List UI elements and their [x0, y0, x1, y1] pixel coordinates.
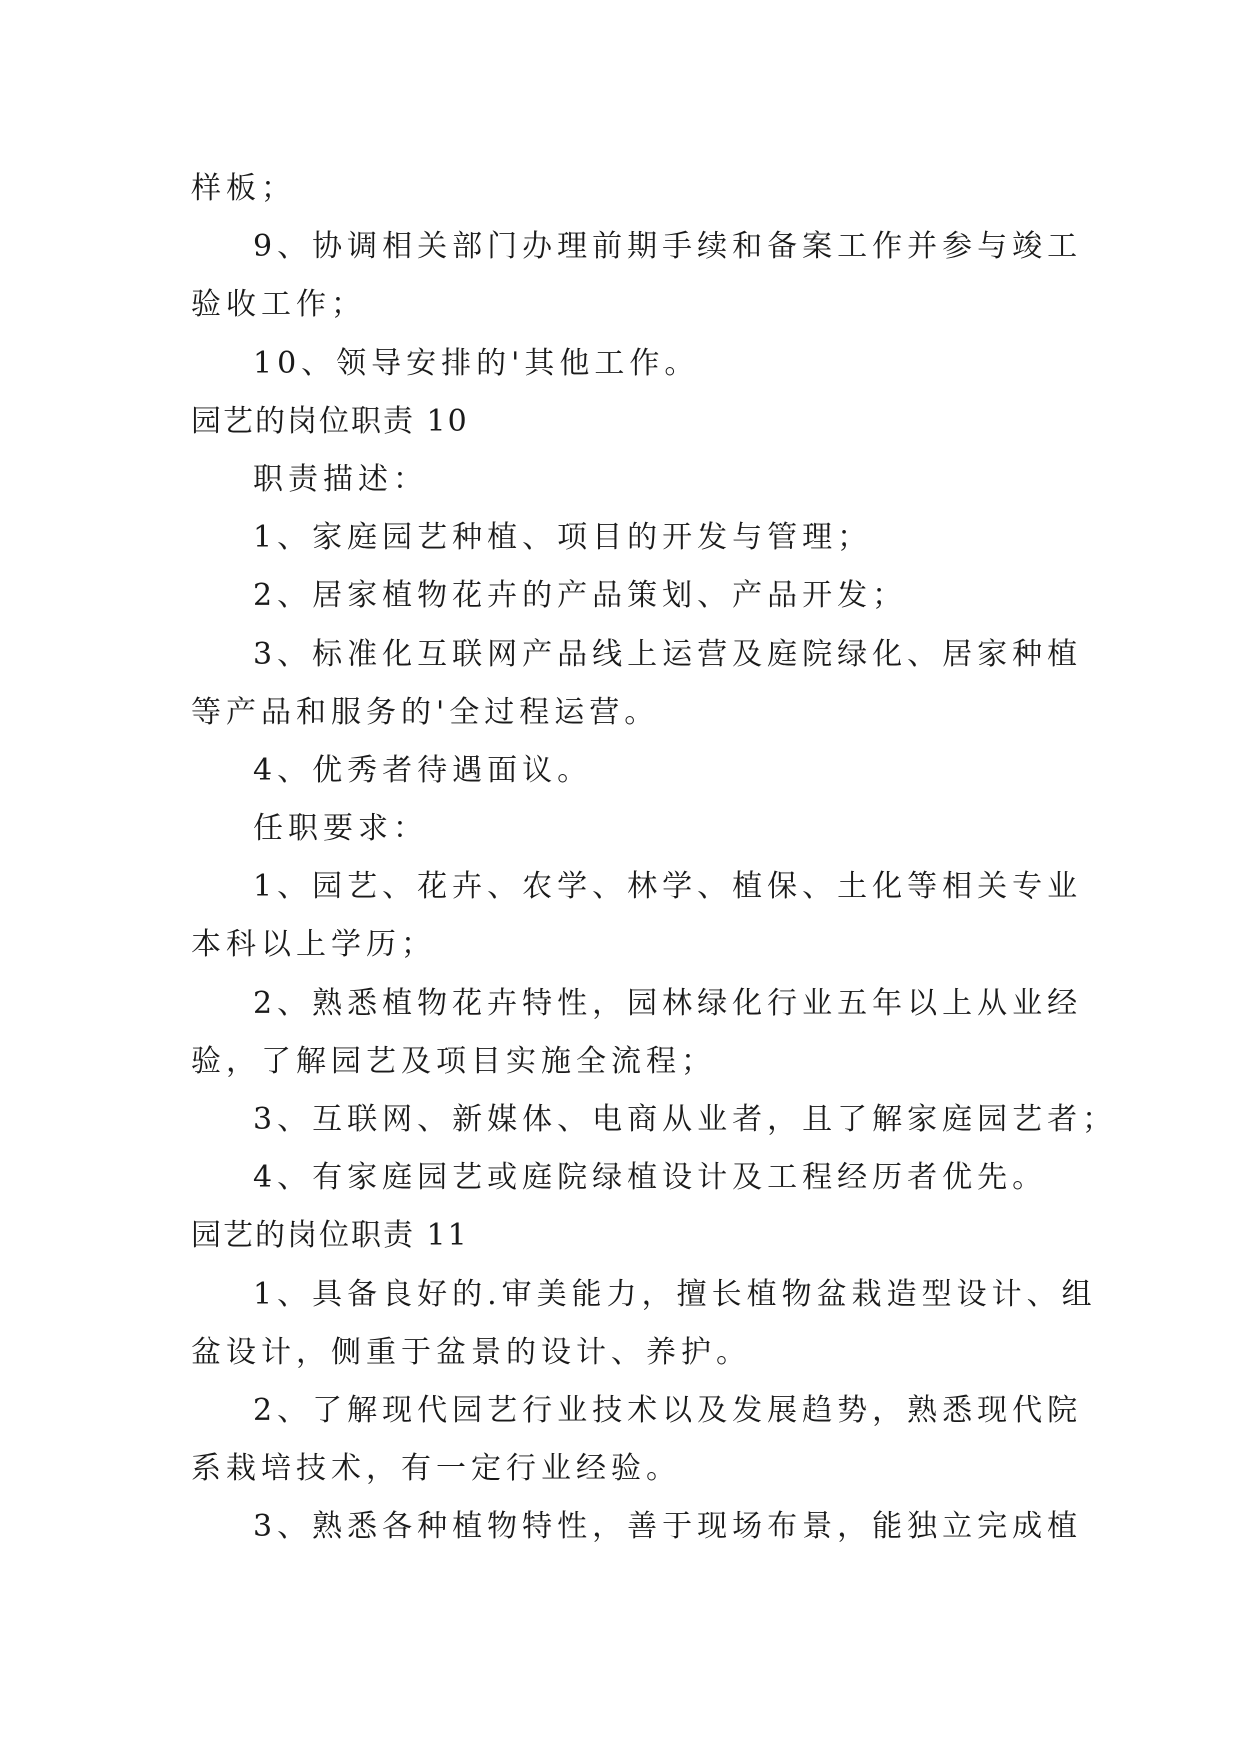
text-line: 2、熟悉植物花卉特性，园林绿化行业五年以上从业经 — [253, 985, 1083, 1021]
text-line: 等产品和服务的'全过程运营。 — [191, 694, 660, 730]
text-line: 2、居家植物花卉的产品策划、产品开发； — [253, 578, 908, 614]
text-line: 10、领导安排的'其他工作。 — [253, 345, 700, 381]
text-line: 1、具备良好的.审美能力，擅长植物盆栽造型设计、组 — [253, 1276, 1097, 1312]
text-line: 3、互联网、新媒体、电商从业者，且了解家庭园艺者； — [253, 1102, 1118, 1137]
text-line: 3、熟悉各种植物特性，善于现场布景，能独立完成植 — [253, 1509, 1083, 1545]
section-heading: 园艺的岗位职责 10 — [191, 403, 469, 439]
text-line: 验，了解园艺及项目实施全流程； — [191, 1043, 716, 1079]
text-line: 验收工作； — [191, 287, 366, 323]
document-body — [191, 160, 1118, 1557]
text-line: 4、优秀者待遇面议。 — [253, 752, 593, 788]
text-line: 样板； — [191, 171, 296, 206]
text-line: 1、家庭园艺种植、项目的开发与管理； — [253, 520, 873, 556]
text-line: 盆设计，侧重于盆景的设计、养护。 — [191, 1334, 751, 1370]
text-line: 本科以上学历； — [191, 927, 436, 963]
text-line: 2、了解现代园艺行业技术以及发展趋势，熟悉现代院 — [253, 1392, 1083, 1428]
section-heading: 园艺的岗位职责 11 — [191, 1218, 469, 1254]
text-line: 职责描述： — [253, 461, 428, 497]
text-line: 系栽培技术，有一定行业经验。 — [191, 1451, 681, 1487]
text-line: 9、协调相关部门办理前期手续和备案工作并参与竣工 — [253, 229, 1083, 265]
text-line: 4、有家庭园艺或庭院绿植设计及工程经历者优先。 — [253, 1160, 1048, 1196]
text-line: 任职要求： — [253, 811, 428, 847]
text-line: 3、标准化互联网产品线上运营及庭院绿化、居家种植 — [253, 636, 1083, 672]
text-line: 1、园艺、花卉、农学、林学、植保、土化等相关专业 — [253, 869, 1083, 905]
